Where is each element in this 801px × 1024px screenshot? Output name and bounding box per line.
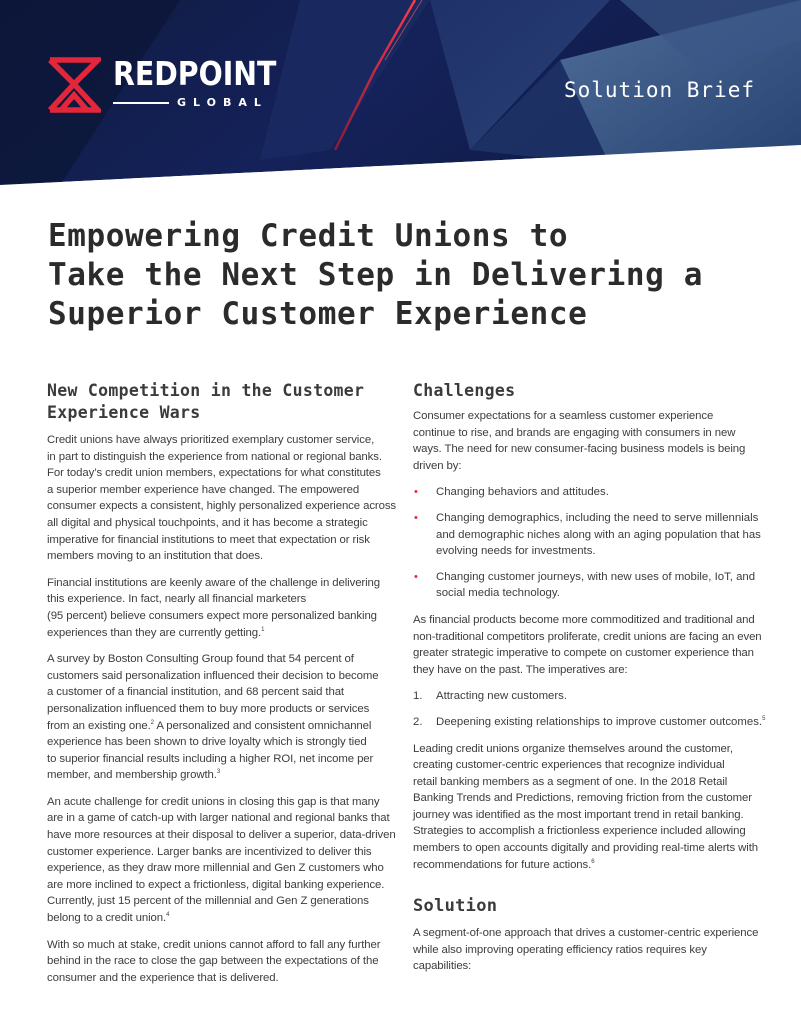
text-line: members to open accounts digitally and providing real-time alerts with xyxy=(413,842,759,855)
document-type-label: Solution Brief xyxy=(563,78,755,102)
title-line: Take the Next Step in Delivering a xyxy=(48,257,703,293)
footnote-ref: 1 xyxy=(261,626,265,633)
text-line: journey was identified as the most important trend in retail banking. xyxy=(413,808,744,821)
text-line: Currently, just 15 percent of the millennial and Gen Z generations xyxy=(47,895,369,908)
text-line: Attracting new customers. xyxy=(436,690,568,703)
text-line: social media technology. xyxy=(436,587,560,600)
heading-line: New Competition in the Customer xyxy=(47,381,365,400)
list-number: 1. xyxy=(413,690,423,703)
text-line: consumer and the experience that is delivered. xyxy=(47,971,279,984)
text-line: Financial institutions are keenly aware of the challenge in delivering xyxy=(47,576,381,589)
footnote-ref: 5 xyxy=(762,716,766,723)
text-line: Credit unions have always prioritized exemplary customer service, xyxy=(47,434,375,446)
text-line: in part to distinguish the experience from national or regional banks. xyxy=(47,450,382,463)
text-line: members moving to an institution that does. xyxy=(47,550,264,563)
footnote-ref: 4 xyxy=(166,912,170,919)
text-line: An acute challenge for credit unions in closing this gap is that many xyxy=(47,795,380,808)
text-line: imperative for financial institutions to meet that expectation or risk xyxy=(47,533,370,546)
list-item xyxy=(413,714,766,731)
text-line: greater strategic imperative to compete on customer experience than xyxy=(413,647,754,660)
text-line: Leading credit unions organize themselves around the customer, xyxy=(413,742,733,755)
text-line: Strategies to accomplish a frictionless experience included allowing xyxy=(413,825,746,838)
title-line: Empowering Credit Unions to xyxy=(48,218,569,254)
brand-name: REDPOINT xyxy=(113,54,277,93)
text-line: Consumer expectations for a seamless customer experience xyxy=(413,410,714,422)
text-line: A survey by Boston Consulting Group found that 54 percent of xyxy=(47,653,354,666)
text-line: and demographic niches along with an aging population that has xyxy=(436,528,761,541)
text-line: non-traditional competitors proliferate, credit unions are facing an even xyxy=(413,630,762,643)
list-item xyxy=(413,688,758,705)
text-fragment: Deepening existing relationships to improve customer outcomes. xyxy=(436,715,763,728)
text-line: while also improving operating efficiency ratios requires key xyxy=(413,943,707,956)
body-paragraph xyxy=(413,925,758,975)
text-line xyxy=(413,857,758,874)
bullet-icon: • xyxy=(414,570,418,583)
list-item xyxy=(413,484,758,501)
heading-line: Experience Wars xyxy=(47,403,201,422)
text-line: Banking Trends and Predictions, removing friction from the customer xyxy=(413,792,752,805)
footnote-ref: 6 xyxy=(591,858,595,865)
text-line xyxy=(47,625,392,642)
text-line: As financial products become more commoditized and traditional and xyxy=(413,613,755,626)
text-line: this experience. In fact, nearly all financial marketers xyxy=(47,593,307,606)
text-line: all digital and physical touchpoints, and it has become a strategic xyxy=(47,516,368,529)
footnote-ref: 3 xyxy=(216,769,221,776)
text-line: a customer of a financial institution, and 68 percent said that xyxy=(47,686,344,699)
text-line: to superior financial results including a higher ROI, net income per xyxy=(47,752,374,765)
text-line: ways. The need for new consumer-facing business models is being xyxy=(413,443,746,456)
section-heading-challenges: Challenges xyxy=(413,381,516,400)
text-line: a superior member experience have changed. The empowered xyxy=(47,483,360,496)
text-line: retail banking members as a segment of one. In the 2018 Retail xyxy=(413,775,728,788)
section-heading-solution: Solution xyxy=(413,896,498,917)
body-paragraph xyxy=(47,937,392,987)
text-line: consumer expects a consistent, highly personalized experience across xyxy=(47,500,397,513)
text-line: experience, as they draw more millennial and Gen Z customers who xyxy=(47,862,384,875)
text-line: personalization influenced them to buy more products or services xyxy=(47,702,370,715)
text-fragment: recommendations for future actions. xyxy=(413,858,592,871)
redpoint-logo xyxy=(47,54,303,113)
list-number: 2. xyxy=(413,715,423,728)
text-line xyxy=(47,910,392,927)
text-line: Changing customer journeys, with new uses of mobile, IoT, and xyxy=(436,570,756,583)
text-line: creating customer-centric experiences that recognize individual xyxy=(413,759,725,772)
header-banner xyxy=(0,0,801,185)
list-item xyxy=(413,510,761,560)
text-fragment: belong to a credit union. xyxy=(47,912,167,925)
body-paragraph xyxy=(413,612,762,678)
body-paragraph xyxy=(413,741,758,874)
page-title xyxy=(48,217,768,334)
text-line: For today’s credit union members, expectations for what constitutes xyxy=(47,467,381,480)
body-paragraph xyxy=(413,408,758,474)
bullet-icon: • xyxy=(414,511,418,524)
text-line: continue to rise, and brands are engaging with consumers in new xyxy=(413,426,736,439)
text-line: experience has been shown to drive loyalty which is strongly tied xyxy=(47,736,367,749)
redpoint-mark-icon xyxy=(47,57,101,113)
text-line: driven by: xyxy=(413,459,462,472)
text-line: capabilities: xyxy=(413,960,472,973)
footnote-ref: 2 xyxy=(150,719,154,726)
body-paragraph xyxy=(47,651,392,784)
text-line: behind in the race to close the gap between the expectations of the xyxy=(47,955,379,968)
brand-divider xyxy=(113,102,169,104)
bullet-icon: • xyxy=(414,486,418,499)
body-paragraph xyxy=(47,794,396,927)
text-line: are in a game of catch-up with larger national and regional banks that xyxy=(47,812,390,825)
text-fragment: member, and membership growth. xyxy=(47,769,217,782)
text-line: are more inclined to expect a frictionless, digital banking experience. xyxy=(47,878,385,891)
challenges-bullet-list xyxy=(413,484,761,602)
brand-sub: GLOBAL xyxy=(177,96,268,109)
text-line: customers said personalization influenced their decision to become xyxy=(47,669,379,682)
imperatives-numbered-list xyxy=(413,688,766,730)
text-line: A segment-of-one approach that drives a customer-centric experience xyxy=(413,927,759,940)
text-line xyxy=(47,718,392,735)
left-column xyxy=(47,380,397,996)
text-fragment: from an existing one. xyxy=(47,719,151,732)
right-column xyxy=(413,380,766,985)
text-line: they have on the past. The imperatives are: xyxy=(413,663,628,676)
list-item xyxy=(413,569,758,602)
text-line: With so much at stake, credit unions cannot afford to fall any further xyxy=(47,938,381,951)
text-line xyxy=(47,767,392,784)
text-line: have more resources at their disposal to deliver a superior, data-driven xyxy=(47,829,396,842)
text-fragment: A personalized and consistent omnichannel xyxy=(153,719,372,732)
text-line: (95 percent) believe consumers expect more personalized banking xyxy=(47,609,377,622)
text-line: customer experience. Larger banks are incentivized to deliver this xyxy=(47,845,372,858)
body-paragraph xyxy=(47,575,392,641)
section-heading-new-competition xyxy=(47,380,392,424)
text-fragment: experiences than they are currently getting. xyxy=(47,626,262,639)
text-line: evolving needs for investments. xyxy=(436,545,596,558)
text-line xyxy=(436,714,766,731)
body-paragraph xyxy=(47,432,397,565)
text-line: Changing behaviors and attitudes. xyxy=(436,486,609,499)
text-line: Changing demographics, including the need to serve millennials xyxy=(436,511,759,524)
title-line: Superior Customer Experience xyxy=(48,296,588,332)
